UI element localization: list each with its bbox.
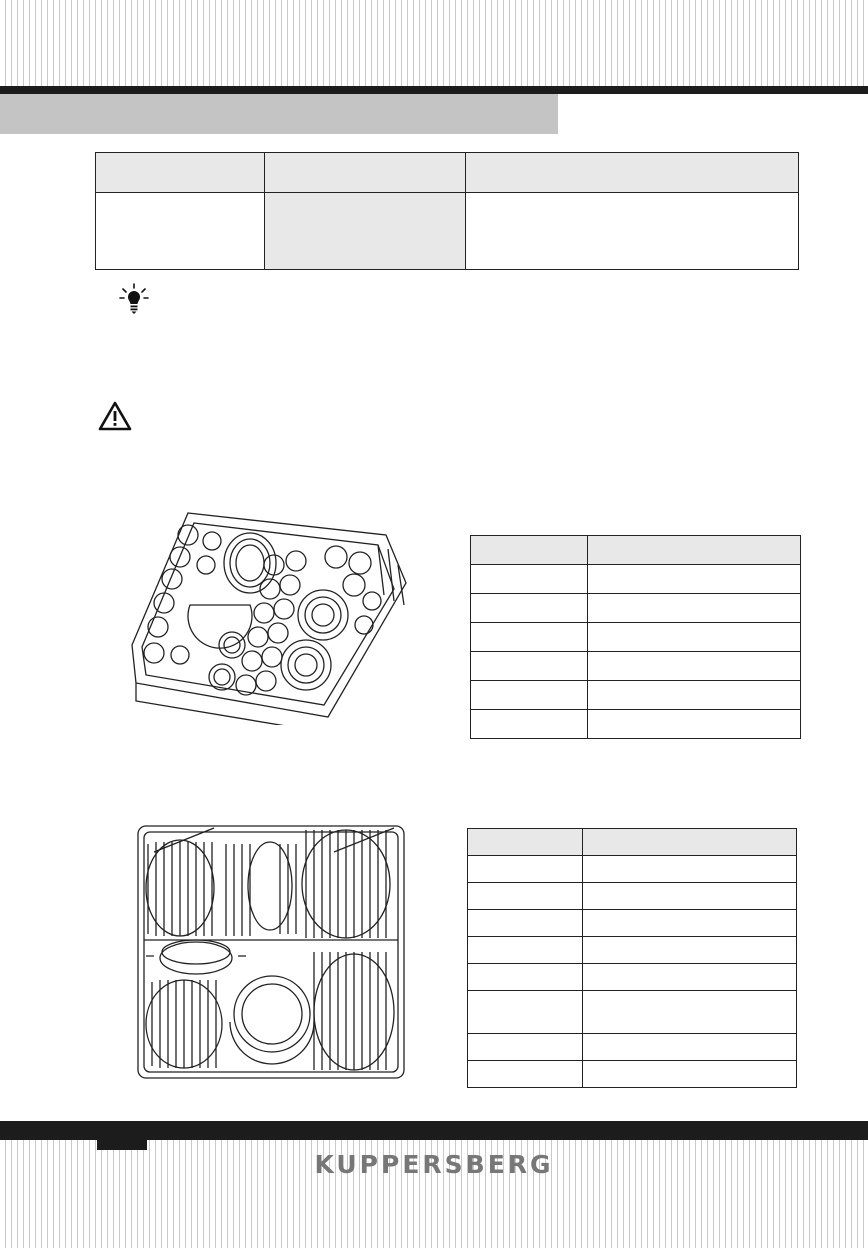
table-cell xyxy=(471,623,588,652)
table-cell xyxy=(471,681,588,710)
table-row xyxy=(471,710,801,739)
table-cell xyxy=(471,594,588,623)
table-cell xyxy=(583,910,797,937)
lower-basket-table xyxy=(467,828,797,1088)
table-cell xyxy=(583,991,797,1034)
program-table-header-row xyxy=(96,153,799,193)
table-cell xyxy=(468,991,583,1034)
program-table xyxy=(95,152,799,270)
table-row xyxy=(471,565,801,594)
table-cell xyxy=(583,1061,797,1088)
table-cell xyxy=(471,565,588,594)
table-row xyxy=(471,652,801,681)
table-cell xyxy=(583,883,797,910)
table-cell xyxy=(583,1034,797,1061)
footer-tab xyxy=(97,1140,147,1150)
table-cell xyxy=(471,536,588,565)
table-cell xyxy=(471,652,588,681)
table-cell xyxy=(588,536,801,565)
top-stripe-pattern xyxy=(0,0,868,86)
table-row xyxy=(471,594,801,623)
table-cell xyxy=(588,652,801,681)
lightbulb-icon xyxy=(119,283,149,315)
table-cell xyxy=(466,193,799,270)
upper-basket-table xyxy=(470,535,801,739)
table-row xyxy=(468,1061,797,1088)
table-cell xyxy=(468,883,583,910)
table-cell xyxy=(468,829,583,856)
table-header-row xyxy=(468,829,797,856)
section-header-band xyxy=(0,94,558,134)
brand-logo: KUPPERSBERG xyxy=(314,1150,554,1179)
table-cell xyxy=(588,594,801,623)
table-cell xyxy=(583,829,797,856)
table-cell xyxy=(468,856,583,883)
table-row xyxy=(468,1034,797,1061)
table-cell xyxy=(588,623,801,652)
upper-basket-illustration xyxy=(128,505,413,725)
table-cell xyxy=(265,193,466,270)
table-cell xyxy=(588,565,801,594)
program-table-row xyxy=(96,193,799,270)
table-row xyxy=(471,623,801,652)
footer-bar xyxy=(0,1121,868,1141)
table-row xyxy=(468,856,797,883)
table-cell xyxy=(265,153,466,193)
table-row xyxy=(468,883,797,910)
table-cell xyxy=(466,153,799,193)
table-cell xyxy=(588,681,801,710)
table-cell xyxy=(583,856,797,883)
warning-triangle-icon xyxy=(97,400,133,432)
table-cell xyxy=(468,1034,583,1061)
table-header-row xyxy=(471,536,801,565)
top-bar xyxy=(0,86,868,94)
table-cell xyxy=(468,910,583,937)
table-cell xyxy=(468,964,583,991)
table-row xyxy=(468,964,797,991)
table-row xyxy=(468,910,797,937)
table-cell xyxy=(468,937,583,964)
table-row xyxy=(468,991,797,1034)
table-row xyxy=(471,681,801,710)
table-row xyxy=(468,937,797,964)
lower-basket-illustration xyxy=(134,822,410,1084)
table-cell xyxy=(471,710,588,739)
table-cell xyxy=(468,1061,583,1088)
table-cell xyxy=(588,710,801,739)
table-cell xyxy=(583,937,797,964)
table-cell xyxy=(96,193,265,270)
table-cell xyxy=(96,153,265,193)
table-cell xyxy=(583,964,797,991)
